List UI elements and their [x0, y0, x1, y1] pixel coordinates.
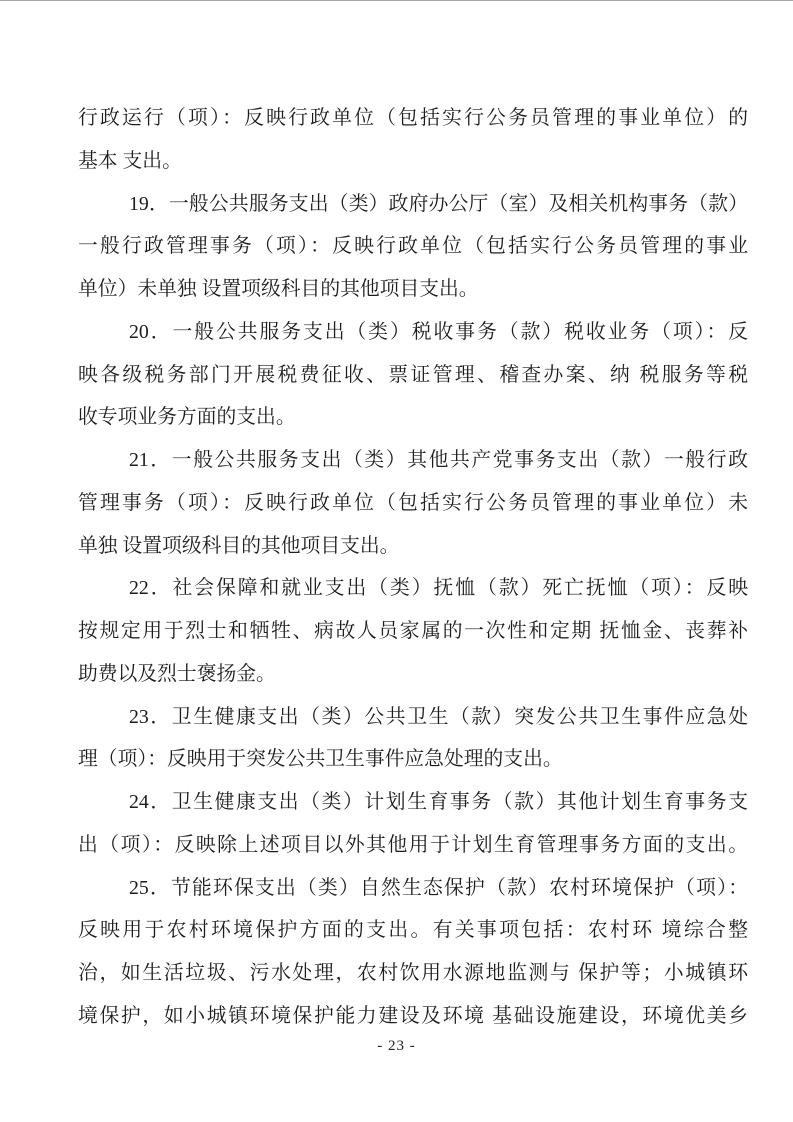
text-line: 管理事务（项）：反映行政单位（包括实行公务员管理的事业单位）未 [78, 491, 748, 514]
text-line: 一般行政管理事务（项）：反映行政单位（包括实行公务员管理的事业 [78, 235, 748, 258]
text-line: 助费以及烈士褒扬金。 [78, 662, 276, 685]
text-line: 23．卫生健康支出（类）公共卫生（款）突发公共卫生事件应急处 [129, 705, 748, 728]
text-line: 行政运行（项）：反映行政单位（包括实行公务员管理的事业单位）的 [78, 107, 748, 129]
text-line: 24．卫生健康支出（类）计划生育事务（款）其他计划生育事务支 [129, 791, 748, 813]
text-line: 出（项）：反映除上述项目以外其他用于计划生育管理事务方面的支出。 [78, 833, 748, 856]
text-line: 收专项业务方面的支出。 [78, 406, 296, 429]
text-line: 境保护，如小城镇环境保护能力建设及环境 基础设施建设，环境优美乡 [78, 1004, 748, 1027]
text-line: 基本 支出。 [78, 149, 182, 172]
text-line: 21．一般公共服务支出（类）其他共产党事务支出（款）一般行政 [129, 449, 748, 471]
text-line: 理（项）：反映用于突发公共卫生事件应急处理的支出。 [78, 748, 563, 771]
text-line: 19．一般公共服务支出（类）政府办公厅（室）及相关机构事务（款） [129, 192, 748, 215]
text-line: 映各级税务部门开展税费征收、票证管理、稽查办案、纳 税服务等税 [78, 363, 748, 386]
text-line: 25．节能环保支出（类）自然生态保护（款）农村环境保护（项）： [129, 876, 748, 899]
text-line: 22．社会保障和就业支出（类）抚恤（款）死亡抚恤（项）：反映 [129, 577, 748, 600]
text-line: 单位）未单独 设置项级科目的其他项目支出。 [78, 278, 479, 300]
text-line: 按规定用于烈士和牺牲、病故人员家属的一次性和定期 抚恤金、丧葬补 [78, 620, 748, 642]
text-line: 20．一般公共服务支出（类）税收事务（款）税收业务（项）：反 [129, 320, 748, 343]
text-line: 单独 设置项级科目的其他项目支出。 [78, 534, 400, 557]
page-number: - 23 - [377, 1038, 416, 1054]
text-line: 反映用于农村环境保护方面的支出。有关事项包括：农村环 境综合整 [78, 919, 748, 942]
text-line: 治，如生活垃圾、污水处理，农村饮用水源地监测与 保护等；小城镇环 [78, 962, 748, 984]
document-body [78, 97, 748, 1038]
